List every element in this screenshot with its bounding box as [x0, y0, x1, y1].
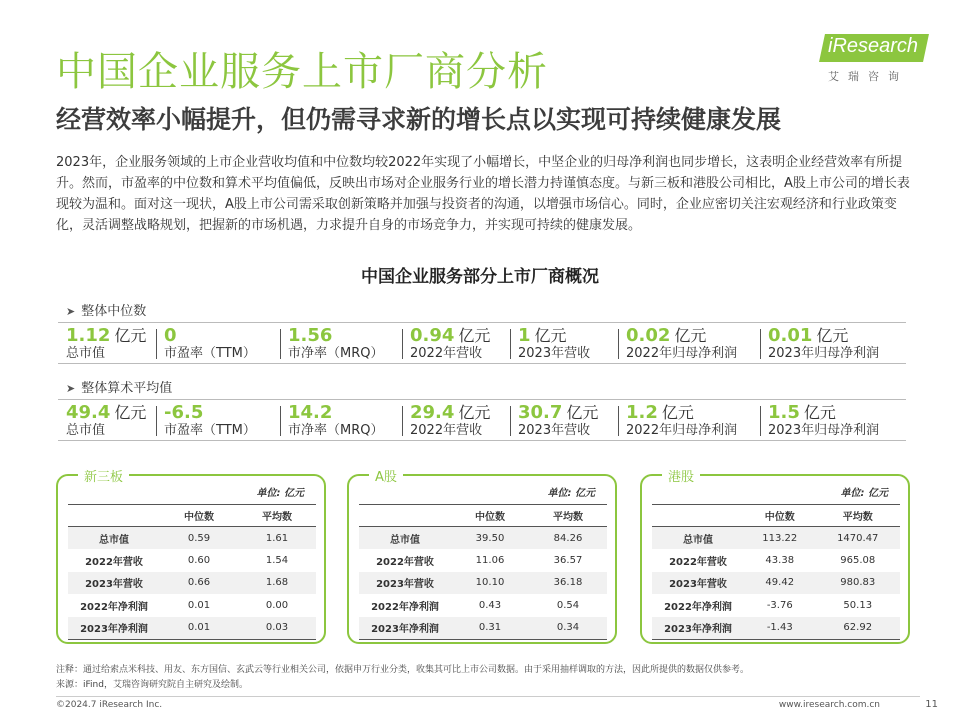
table-cell: 1.61 [238, 527, 316, 550]
source-text: 来源：iFind，艾瑞咨询研究院自主研究及绘制。 [56, 680, 248, 690]
table-cell: 49.42 [744, 572, 816, 595]
row-header: 2023年营收 [652, 572, 744, 595]
panel-title: 新三板 [78, 466, 129, 485]
row-header: 总市值 [652, 527, 744, 550]
column-header [652, 505, 744, 527]
stat-unit: 亿元 [674, 326, 707, 345]
stat-label: 2022年营收 [410, 346, 483, 361]
row-header: 2023年净利润 [652, 617, 744, 640]
stat-label: 2022年归母净利润 [626, 423, 738, 438]
stat-number: 0.02 [626, 325, 671, 346]
stat-label: 总市值 [66, 423, 106, 438]
stat-number: 1.5 [768, 402, 800, 423]
column-header [68, 505, 160, 527]
footer-divider [56, 696, 920, 697]
stat-value [410, 403, 510, 423]
table-cell: 39.50 [451, 527, 529, 550]
intro-paragraph: 2023年，企业服务领域的上市企业营收均值和中位数均较2022年实现了小幅增长，中坚企业的归母净利润也同步增长，这表明企业经营效率有所提升。然而，市盈率的中位数和算术平均值偏低，反映出市场对企业服务行业的增长潜力持谨慎态度。与新三板和港股公司相比，A股上市公司的增长表现较为温和。面对这一现状，A股上市公司需采取创新策略并加强与投资者的沟通，以增强市场信心。同时，企业应密切关注宏观经济和行业政策变化，灵活调整战略规划，把握新的市场机遇，力求提升自身的市场竞争力，并实现可持续的健康发展。 [56, 155, 910, 233]
note-text: 注释：通过给索点米科技、用友、东方国信、玄武云等行业相关公司，依据申万行业分类，收集其可比上市公司数据。由于采用抽样调取的方法，因此所提供的数据仅供参考。 [56, 665, 750, 675]
panel-table [652, 504, 900, 640]
row-header: 总市值 [68, 527, 160, 550]
table-cell: 62.92 [816, 617, 901, 640]
row-header: 2023年营收 [359, 572, 451, 595]
panel-title: A股 [369, 466, 403, 485]
stat-number: 0.94 [410, 325, 455, 346]
table-row [359, 549, 607, 572]
table-cell: 0.03 [238, 617, 316, 640]
column-header: 中位数 [160, 505, 238, 527]
table-cell: 36.18 [529, 572, 607, 595]
logo-text: iResearch [828, 35, 919, 57]
panel-table [359, 504, 607, 640]
table-header-row [652, 505, 900, 527]
stat-item [618, 323, 760, 363]
table-cell: 36.57 [553, 554, 583, 566]
mean-stats-row [58, 399, 906, 441]
page-title: 中国企业服务上市厂商分析 [56, 49, 548, 95]
stat-item [156, 400, 280, 440]
stat-item [618, 400, 760, 440]
stat-item [156, 323, 280, 363]
column-header: 中位数 [744, 505, 816, 527]
row-header: 2023年营收 [68, 572, 160, 595]
stat-number: -6.5 [164, 402, 204, 423]
stat-item [760, 400, 906, 440]
table-row [652, 527, 900, 550]
table-cell: 0.59 [160, 527, 238, 550]
mean-band-label: ➤ 整体算术平均值 [66, 381, 173, 396]
table-row [652, 549, 900, 572]
stat-label: 2023年营收 [518, 423, 591, 438]
stat-number: 29.4 [410, 402, 455, 423]
stat-label: 市盈率（TTM） [164, 346, 256, 361]
stat-item [760, 323, 906, 363]
stat-item [510, 400, 618, 440]
table-cell: 0.60 [187, 554, 211, 566]
table-cell: 1.68 [238, 572, 316, 595]
stat-value [66, 326, 156, 346]
stat-label: 市净率（MRQ） [288, 423, 384, 438]
table-cell: 0.34 [529, 617, 607, 640]
column-header: 平均数 [238, 505, 316, 527]
stat-number: 1.56 [288, 325, 333, 346]
row-header: 2022年营收 [669, 556, 727, 568]
stat-unit: 亿元 [458, 403, 491, 422]
stat-label: 2022年营收 [410, 423, 483, 438]
stat-number: 30.7 [518, 402, 563, 423]
table-cell: 0.66 [160, 572, 238, 595]
table-row [68, 572, 316, 595]
row-header: 2022年净利润 [664, 601, 732, 613]
row-header: 2022年净利润 [80, 601, 148, 613]
section-title: 中国企业服务部分上市厂商概况 [361, 267, 599, 287]
table-cell: 1.54 [265, 554, 289, 566]
table-cell: 0.01 [160, 617, 238, 640]
stat-unit: 亿元 [803, 403, 836, 422]
page-subtitle: 经营效率小幅提升，但仍需寻求新的增长点以实现可持续健康发展 [56, 105, 782, 134]
panel-neeq [56, 470, 326, 644]
table-cell: -1.43 [744, 617, 816, 640]
table-row [652, 594, 900, 617]
table-header-row [359, 505, 607, 527]
table-header-row [68, 505, 316, 527]
stat-value [518, 326, 618, 346]
stat-value [164, 403, 280, 423]
stat-value [410, 326, 510, 346]
table-row [652, 617, 900, 640]
table-cell: 0.00 [265, 599, 289, 611]
stat-value [626, 403, 760, 423]
page-number: 11 [925, 699, 938, 710]
stat-unit: 亿元 [114, 326, 147, 345]
table-row [68, 527, 316, 550]
stat-label: 2023年归母净利润 [768, 423, 880, 438]
stat-unit: 亿元 [114, 403, 147, 422]
stat-number: 0 [164, 325, 177, 346]
table-cell: 113.22 [744, 527, 816, 550]
stat-label: 市盈率（TTM） [164, 423, 256, 438]
stat-number: 49.4 [66, 402, 111, 423]
row-header: 2022年营收 [376, 556, 434, 568]
chevron-right-icon: ➤ [66, 305, 76, 318]
row-header: 2023年净利润 [68, 617, 160, 640]
stat-item [280, 323, 402, 363]
table-cell: 0.43 [478, 599, 502, 611]
table-cell: 980.83 [816, 572, 901, 595]
stat-number: 1.12 [66, 325, 111, 346]
footer-website: www.iresearch.com.cn [778, 700, 880, 710]
stat-number: 14.2 [288, 402, 333, 423]
stat-item [58, 400, 156, 440]
column-header: 平均数 [529, 505, 607, 527]
stat-unit: 亿元 [534, 326, 567, 345]
table-cell: 0.31 [451, 617, 529, 640]
table-cell: 0.01 [187, 599, 211, 611]
panel-title: 港股 [662, 466, 700, 485]
stat-value [768, 326, 906, 346]
table-cell: 84.26 [529, 527, 607, 550]
stat-value [288, 326, 402, 346]
stat-label: 市净率（MRQ） [288, 346, 384, 361]
row-header: 2023年净利润 [359, 617, 451, 640]
table-cell: 11.06 [475, 554, 505, 566]
stat-value [66, 403, 156, 423]
stat-value [768, 403, 906, 423]
stat-unit: 亿元 [458, 326, 491, 345]
stat-unit: 亿元 [816, 326, 849, 345]
stat-label: 2022年归母净利润 [626, 346, 738, 361]
logo-subtext: 艾瑞咨询 [828, 70, 908, 83]
table-row [359, 572, 607, 595]
table-row [68, 549, 316, 572]
stat-label: 2023年营收 [518, 346, 591, 361]
stat-unit: 亿元 [566, 403, 599, 422]
stat-value [288, 403, 402, 423]
table-cell: 43.38 [765, 554, 795, 566]
stat-unit: 亿元 [661, 403, 694, 422]
table-cell: 965.08 [840, 554, 876, 566]
table-row [68, 594, 316, 617]
stat-item [280, 400, 402, 440]
table-cell: 1470.47 [816, 527, 901, 550]
row-header: 总市值 [359, 527, 451, 550]
stat-value [518, 403, 618, 423]
stat-label: 2023年归母净利润 [768, 346, 880, 361]
stat-number: 1.2 [626, 402, 658, 423]
table-row [68, 617, 316, 640]
stat-item [510, 323, 618, 363]
stat-number: 0.01 [768, 325, 813, 346]
table-cell: 10.10 [451, 572, 529, 595]
stat-number: 1 [518, 325, 531, 346]
stat-label: 总市值 [66, 346, 106, 361]
iresearch-logo [822, 30, 930, 88]
median-band-label: ➤ 整体中位数 [66, 304, 147, 319]
table-row [652, 572, 900, 595]
table-cell: -3.76 [766, 599, 793, 611]
stat-item [402, 323, 510, 363]
column-header: 平均数 [816, 505, 901, 527]
panel-table [68, 504, 316, 640]
footer-copyright: ©2024.7 iResearch Inc. [56, 700, 163, 710]
row-header: 2022年净利润 [371, 601, 439, 613]
stat-value [164, 326, 280, 346]
panel-unit: 单位: 亿元 [547, 488, 595, 499]
table-cell: 0.54 [556, 599, 580, 611]
row-header: 2022年营收 [85, 556, 143, 568]
column-header [359, 505, 451, 527]
table-cell: 50.13 [843, 599, 873, 611]
stat-item [58, 323, 156, 363]
panel-hk-share [640, 470, 910, 644]
panel-unit: 单位: 亿元 [840, 488, 888, 499]
table-row [359, 527, 607, 550]
chevron-right-icon: ➤ [66, 382, 76, 395]
panel-unit: 单位: 亿元 [256, 488, 304, 499]
panel-a-share [347, 470, 617, 644]
column-header: 中位数 [451, 505, 529, 527]
stat-value [626, 326, 760, 346]
table-row [359, 594, 607, 617]
median-stats-row [58, 322, 906, 364]
table-row [359, 617, 607, 640]
stat-item [402, 400, 510, 440]
